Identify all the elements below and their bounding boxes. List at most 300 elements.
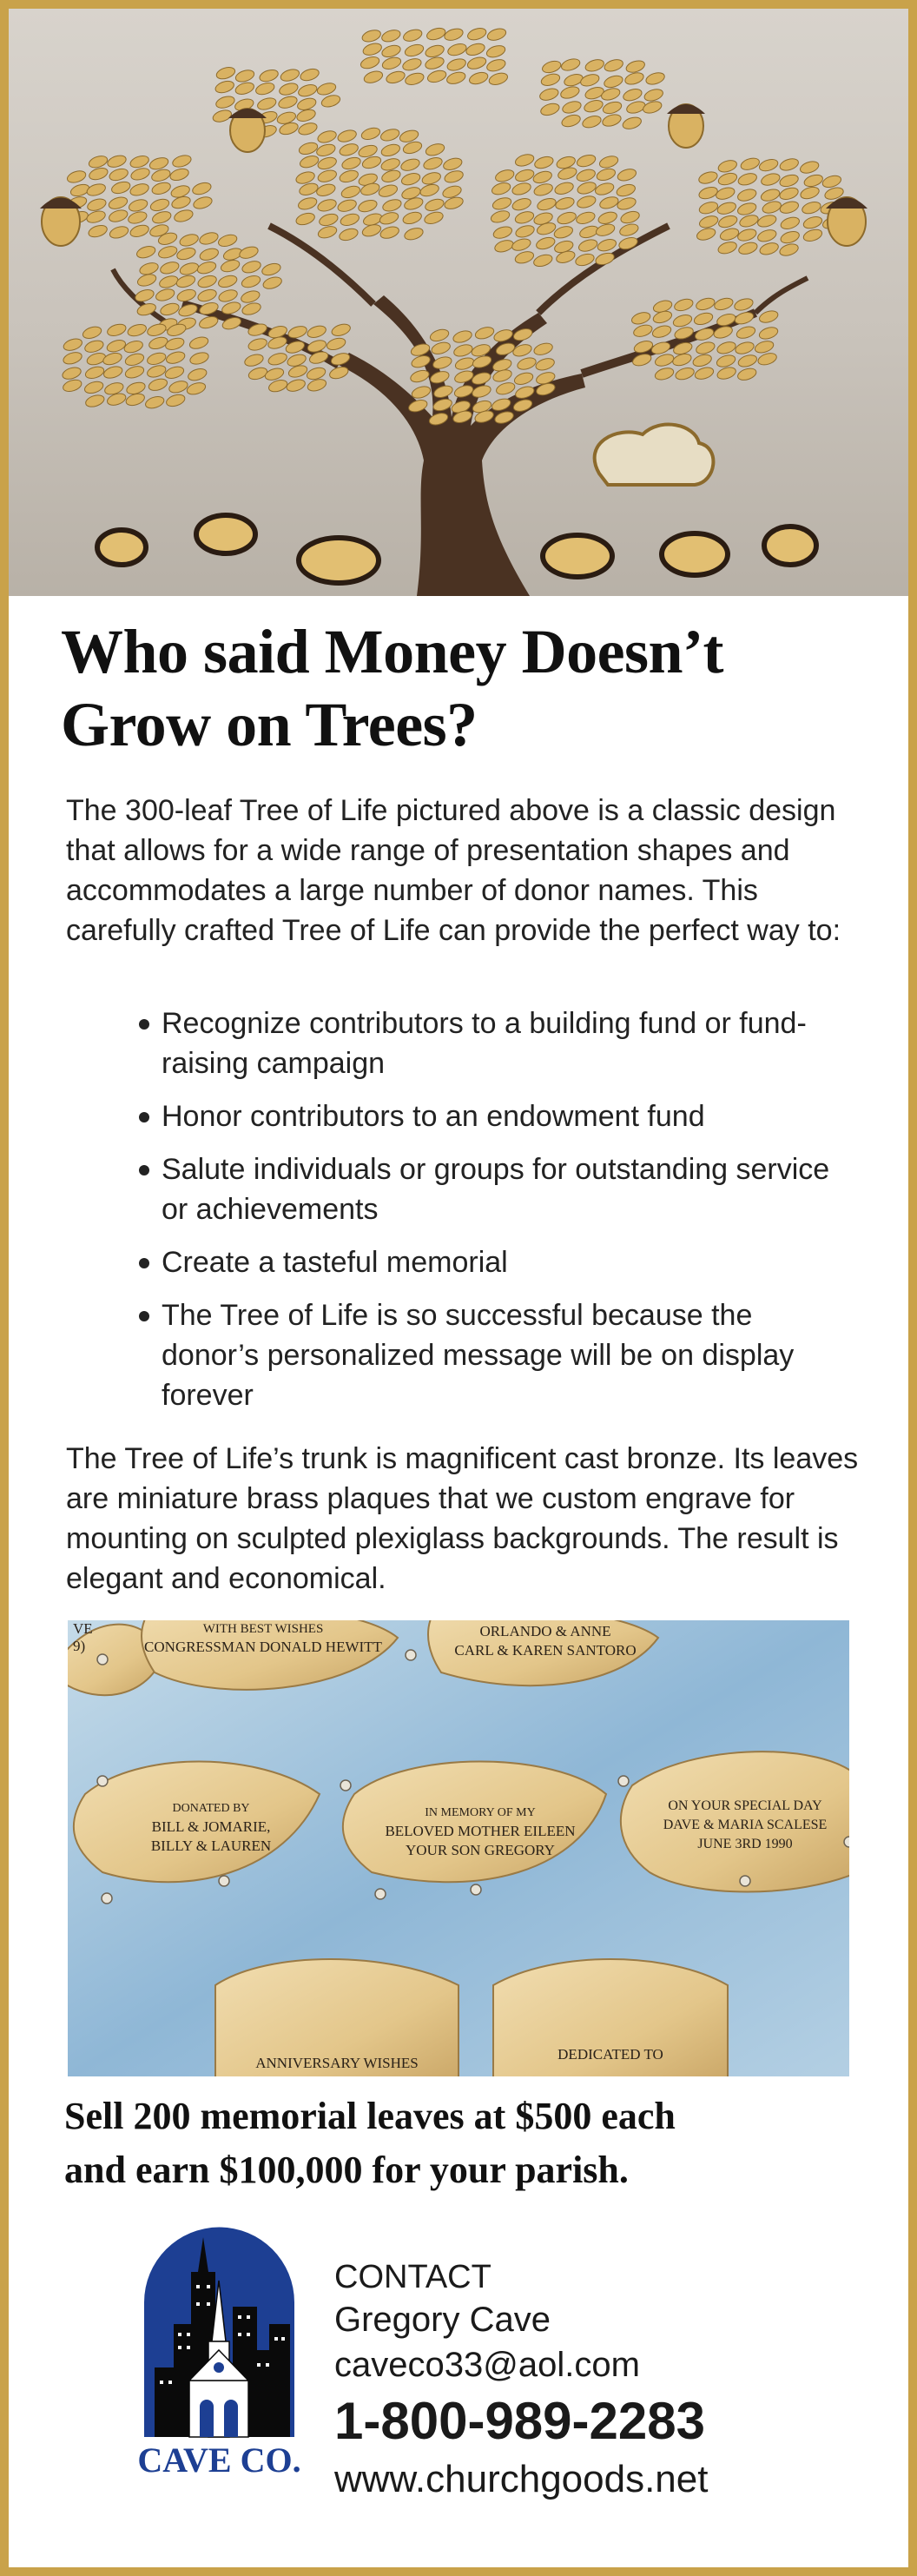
brass-leaf: [694, 366, 716, 381]
brass-leaf: [164, 365, 186, 381]
brass-leaf: [556, 210, 577, 226]
brass-leaf: [241, 274, 262, 289]
brass-leaf: [294, 211, 316, 227]
brass-leaf: [799, 185, 821, 201]
brass-leaf: [490, 209, 511, 224]
brass-leaf: [601, 112, 623, 128]
brass-leaf: [340, 156, 362, 171]
brass-leaf: [297, 121, 319, 136]
brass-leaf: [278, 81, 300, 96]
brass-leaf: [164, 336, 186, 352]
oval-plaque: [299, 538, 379, 583]
list-item: Recognize contributors to a building fund or fund-raising campaign: [139, 1003, 851, 1083]
brass-leaf: [778, 242, 800, 257]
brass-leaf: [511, 196, 532, 212]
brass-leaf: [761, 199, 782, 215]
brass-leaf: [532, 341, 554, 357]
brass-leaf: [84, 365, 106, 381]
brass-leaf: [129, 154, 150, 169]
brass-leaf: [150, 168, 172, 183]
brass-leaf: [379, 156, 401, 172]
brass-leaf: [196, 260, 218, 275]
brass-leaf: [307, 377, 328, 393]
plaque-text: ANNIVERSARY WISHES: [255, 2055, 419, 2071]
brass-leaf: [716, 201, 738, 216]
brass-leaf: [617, 167, 638, 182]
brass-leaf: [380, 43, 402, 59]
brass-leaf: [424, 56, 445, 71]
brass-leaf: [618, 222, 640, 238]
list-item: Create a tasteful memorial: [139, 1242, 851, 1282]
brass-leaf: [124, 392, 146, 407]
brass-leaf: [736, 187, 758, 202]
brass-leaf: [514, 209, 536, 225]
oval-plaque: [543, 535, 612, 577]
brass-leaf: [452, 342, 474, 358]
brass-leaf: [149, 197, 171, 213]
brass-leaf: [575, 210, 597, 226]
brass-leaf: [425, 142, 446, 157]
brass-leaf: [584, 57, 605, 73]
brass-leaf: [165, 350, 187, 366]
brass-leaf: [734, 340, 755, 355]
brass-leaf: [616, 195, 637, 211]
brass-leaf: [513, 371, 535, 387]
brass-leaf: [717, 214, 739, 229]
brass-leaf: [122, 339, 144, 354]
brass-leaf: [540, 72, 562, 88]
brass-leaf: [698, 214, 720, 229]
brass-leaf: [129, 166, 151, 182]
brass-leaf: [315, 142, 337, 158]
brass-leaf: [403, 226, 425, 242]
brass-leaf: [736, 171, 758, 187]
brass-leaf: [485, 43, 507, 59]
brass-leaf: [61, 366, 82, 381]
brass-leaf: [214, 95, 236, 110]
brass-leaf: [379, 210, 400, 226]
brass-leaf: [423, 210, 445, 226]
brass-leaf: [736, 367, 758, 382]
brass-leaf: [109, 224, 130, 240]
brass-leaf: [102, 351, 123, 367]
brass-leaf: [602, 100, 623, 116]
brass-leaf: [576, 180, 597, 195]
brass-leaf: [446, 42, 468, 57]
brass-leaf: [442, 156, 464, 172]
brass-leaf: [598, 154, 620, 169]
brass-leaf: [717, 158, 739, 174]
sales-pitch-line-1: Sell 200 memorial leaves at $500 each: [64, 2095, 676, 2137]
brass-leaf: [159, 260, 181, 275]
brass-leaf: [539, 102, 561, 117]
brass-leaf: [88, 166, 109, 182]
brass-leaf: [716, 353, 737, 368]
brass-leaf: [758, 325, 780, 341]
contact-label: CONTACT: [334, 2259, 491, 2295]
brass-leaf: [632, 323, 654, 339]
brass-leaf: [495, 381, 517, 396]
brass-leaf: [802, 215, 824, 230]
brass-leaf: [674, 366, 696, 381]
plaque-text: DAVE & MARIA SCALESE: [663, 1818, 828, 1832]
brass-leaf: [399, 157, 421, 173]
brass-leaf: [159, 301, 181, 317]
plaque-text: BILL & JOMARIE,: [151, 1818, 271, 1835]
brass-leaf: [380, 169, 402, 184]
brass-leaf: [165, 393, 187, 408]
brass-leaf: [697, 169, 719, 185]
brass-leaf: [758, 157, 780, 173]
brass-leaf: [651, 324, 673, 340]
brass-leaf: [778, 173, 800, 189]
brass-leaf: [315, 182, 337, 198]
tree-of-life-photo: [9, 9, 908, 596]
brass-leaf: [419, 182, 440, 198]
brass-leaf: [511, 181, 532, 196]
brass-leaf: [316, 169, 338, 184]
contact-email-link[interactable]: caveco33@aol.com: [334, 2346, 640, 2384]
brass-leaf: [532, 253, 554, 268]
brass-leaf: [187, 367, 208, 382]
brass-leaf: [494, 168, 516, 183]
brass-leaf: [316, 197, 338, 213]
brass-leaf: [466, 26, 488, 42]
brass-leaf: [491, 195, 513, 211]
brass-leaf: [716, 365, 737, 381]
brass-leaf: [533, 155, 555, 170]
brass-leaf: [577, 237, 599, 253]
brass-leaf: [316, 156, 338, 171]
brass-leaf: [595, 222, 617, 238]
plaque-text: JUNE 3RD 1990: [697, 1837, 793, 1851]
brass-leaf: [151, 209, 173, 225]
brass-leaf: [196, 288, 218, 303]
brass-leaf: [198, 230, 220, 246]
brass-leaf: [220, 258, 241, 274]
brass-leaf: [277, 95, 299, 110]
brass-leaf: [488, 71, 510, 87]
brass-leaf: [576, 153, 597, 169]
logo-text: CAVE CO.: [139, 2440, 300, 2480]
brass-leaf: [615, 182, 637, 198]
brass-leaf: [385, 70, 406, 85]
brass-leaf: [581, 114, 603, 129]
brass-leaf: [821, 174, 843, 189]
brass-leaf: [381, 56, 403, 71]
acorn-icon: [40, 197, 82, 246]
brass-leaf: [306, 366, 327, 381]
brass-leaf: [191, 181, 213, 196]
brass-leaf: [124, 364, 146, 380]
brass-leaf: [736, 201, 758, 216]
brass-leaf: [554, 195, 576, 211]
brass-leaf: [238, 245, 260, 261]
contact-name: Gregory Cave: [334, 2301, 551, 2339]
benefits-list: [139, 1003, 851, 1428]
brass-leaf: [561, 99, 583, 115]
brass-leaf: [424, 197, 445, 213]
brass-leaf: [713, 296, 735, 312]
brass-leaf: [780, 215, 802, 231]
brass-leaf: [630, 310, 652, 326]
brass-leaf: [426, 69, 448, 84]
brass-leaf: [695, 296, 716, 312]
brass-leaf: [361, 222, 383, 238]
brass-leaf: [217, 288, 239, 303]
brass-leaf: [381, 197, 403, 213]
brass-leaf: [175, 246, 197, 262]
brass-leaf: [756, 351, 778, 367]
brass-leaf: [188, 350, 210, 366]
brass-leaf: [696, 226, 717, 242]
brass-leaf: [150, 181, 172, 196]
brass-leaf: [363, 70, 385, 85]
brass-leaf: [532, 182, 554, 197]
plaque-text: WITH BEST WISHES: [202, 1622, 324, 1636]
brass-leaf: [536, 196, 557, 212]
brass-leaf: [261, 275, 283, 291]
brass-leaf: [738, 213, 760, 228]
plaque-text: CARL & KAREN SANTORO: [454, 1642, 637, 1659]
brass-leaf: [801, 200, 822, 215]
brass-leaf: [493, 238, 515, 254]
brass-leaf: [214, 79, 235, 95]
brass-leaf: [108, 167, 129, 182]
brass-leaf: [267, 351, 288, 367]
brass-leaf: [642, 99, 663, 115]
brass-leaf: [357, 198, 379, 214]
brass-leaf: [240, 288, 261, 304]
intro-paragraph: The 300-leaf Tree of Life pictured above is a classic design that allows for a wide range of presentation shapes and accommodates a large number of donor names. This carefully crafted Tree of Life can provide the perfect way to:: [66, 794, 841, 947]
oval-plaque: [196, 515, 255, 553]
brass-leaf: [802, 228, 824, 243]
brass-leaf: [196, 274, 218, 289]
brass-leaf: [336, 198, 358, 214]
brass-leaf: [474, 325, 496, 341]
headline-line-1: Who said Money Doesn’t: [61, 617, 724, 686]
brass-leaf: [445, 70, 467, 86]
brass-leaf: [175, 288, 197, 303]
brass-leaf: [454, 355, 476, 371]
plaque-text: VE: [73, 1620, 93, 1637]
brass-leaf: [338, 142, 360, 157]
brass-leaf: [560, 56, 582, 72]
brass-leaf: [643, 87, 664, 103]
brass-leaf: [135, 244, 157, 260]
brass-leaf: [535, 235, 557, 251]
brass-leaf: [486, 27, 508, 43]
brass-leaf: [110, 180, 132, 195]
brass-leaf: [596, 167, 617, 182]
brass-leaf: [186, 381, 208, 396]
headline-line-2: Grow on Trees?: [61, 690, 478, 759]
brass-leaf: [422, 156, 444, 171]
brass-leaf: [157, 244, 179, 260]
brass-leaf: [320, 93, 342, 109]
brass-leaf: [802, 173, 824, 189]
brass-leaf: [338, 169, 360, 184]
brass-leaf: [514, 249, 536, 265]
brass-leaf: [175, 274, 197, 289]
brass-leaf: [158, 274, 180, 289]
brass-leaf: [452, 328, 473, 344]
brass-leaf: [799, 159, 821, 175]
brass-leaf: [736, 325, 757, 341]
brass-leaf: [338, 227, 360, 242]
list-item: Honor contributors to an endowment fund: [139, 1096, 851, 1136]
brass-leaf: [316, 129, 338, 144]
brass-leaf: [83, 339, 105, 354]
plaque-text: DEDICATED TO: [557, 2046, 663, 2063]
brass-leaf: [326, 336, 347, 352]
brass-leaf: [215, 65, 237, 81]
brass-leaf: [108, 195, 129, 211]
brass-leaf: [199, 247, 221, 262]
brass-leaf: [621, 116, 643, 131]
brass-leaf: [553, 181, 575, 196]
brass-leaf: [401, 56, 423, 72]
brass-leaf: [597, 237, 618, 253]
brass-leaf: [127, 209, 148, 225]
brass-leaf: [83, 380, 105, 395]
brass-leaf: [247, 366, 269, 381]
page-title: [61, 615, 877, 761]
acorn-icon: [228, 109, 267, 152]
brass-leaf: [171, 153, 193, 169]
brass-leaf: [280, 67, 301, 83]
brass-leaf: [261, 262, 282, 277]
oval-plaque: [764, 526, 816, 565]
brass-leaf: [380, 28, 402, 43]
brass-leaf: [258, 68, 280, 83]
brass-leaf: [760, 187, 782, 202]
brass-leaf: [192, 195, 214, 210]
brass-leaf: [124, 352, 146, 368]
brass-leaf: [531, 169, 553, 185]
brass-leaf: [623, 70, 645, 86]
brass-leaf: [402, 28, 424, 43]
brass-leaf: [443, 27, 465, 43]
brass-leaf: [576, 194, 597, 209]
brass-leaf: [426, 26, 447, 42]
brass-leaf: [256, 96, 278, 111]
brass-leaf: [598, 195, 620, 210]
brass-leaf: [466, 56, 488, 71]
brass-leaf: [340, 184, 362, 200]
brass-leaf: [715, 186, 736, 202]
brass-leaf: [379, 225, 400, 241]
brass-leaf: [144, 394, 166, 410]
brass-leaf: [168, 167, 190, 182]
brass-leaf: [318, 212, 340, 228]
brass-leaf: [644, 70, 666, 86]
brass-leaf: [758, 308, 780, 324]
brass-leaf: [241, 259, 262, 275]
brass-leaf: [716, 240, 738, 255]
brass-leaf: [514, 152, 536, 168]
brass-leaf: [299, 67, 320, 83]
brass-leaf: [306, 324, 327, 340]
brass-leaf: [148, 156, 170, 171]
brass-leaf: [597, 210, 618, 226]
brass-leaf: [779, 200, 801, 215]
brass-leaf: [88, 154, 109, 169]
brass-leaf: [106, 338, 128, 354]
brass-leaf: [86, 197, 108, 213]
brass-leaf: [541, 59, 563, 75]
brass-leaf: [217, 274, 239, 289]
brass-leaf: [514, 223, 536, 239]
brass-leaf: [756, 213, 778, 228]
website-link[interactable]: www.churchgoods.net: [334, 2458, 709, 2500]
brass-leaf: [179, 261, 201, 276]
plaque-text: CONGRESSMAN DONALD HEWITT: [144, 1639, 382, 1655]
plaque-text: YOUR SON GREGORY: [406, 1842, 555, 1858]
brass-leaf: [697, 185, 719, 201]
brass-leaf: [85, 182, 107, 197]
brass-leaf: [317, 224, 339, 240]
brass-leaf: [336, 128, 358, 143]
brass-leaf: [298, 141, 320, 156]
brass-leaf: [129, 223, 150, 239]
oval-plaque: [97, 530, 146, 565]
brass-leaf: [575, 168, 597, 183]
sales-pitch: [64, 2089, 898, 2197]
brass-leaf: [560, 113, 582, 129]
brass-leaf: [673, 297, 695, 313]
brass-leaf: [254, 81, 276, 96]
brass-leaf: [62, 378, 83, 394]
brass-leaf: [378, 183, 399, 199]
brass-leaf: [420, 170, 442, 186]
contact-phone[interactable]: 1-800-989-2283: [334, 2392, 706, 2450]
brass-leaf: [87, 223, 109, 239]
brass-leaf: [430, 341, 452, 356]
brass-leaf: [106, 322, 128, 338]
brass-leaf: [400, 171, 422, 187]
brass-leaf: [360, 126, 382, 142]
brass-leaf: [126, 322, 148, 338]
brass-leaf: [360, 55, 381, 70]
brass-leaf: [234, 68, 256, 83]
brass-leaf: [654, 366, 676, 381]
brass-leaf: [297, 83, 319, 98]
brass-leaf: [736, 227, 758, 242]
brass-leaf: [622, 87, 643, 103]
brass-leaf: [178, 232, 200, 248]
brass-leaf: [212, 108, 234, 123]
brass-leaf: [234, 81, 256, 96]
brass-leaf: [84, 393, 106, 408]
brass-leaf: [404, 71, 426, 87]
brass-leaf: [247, 336, 268, 352]
brass-leaf: [739, 156, 761, 172]
plaque-text: IN MEMORY OF MY: [425, 1806, 536, 1819]
brass-leaf: [146, 363, 168, 379]
brass-leaf-cluster: [61, 26, 845, 427]
plaque-text: ORLANDO & ANNE: [479, 1623, 611, 1639]
brass-leaf: [778, 156, 800, 172]
brass-leaf: [297, 195, 319, 211]
brass-leaf: [511, 237, 532, 253]
brass-leaf: [445, 56, 467, 72]
plaque-text: BELOVED MOTHER EILEEN: [385, 1823, 576, 1839]
tree-title-plaque: [595, 425, 714, 485]
brass-leaf: [485, 57, 507, 73]
brass-leaf: [619, 209, 641, 225]
brass-leaf: [401, 210, 423, 226]
